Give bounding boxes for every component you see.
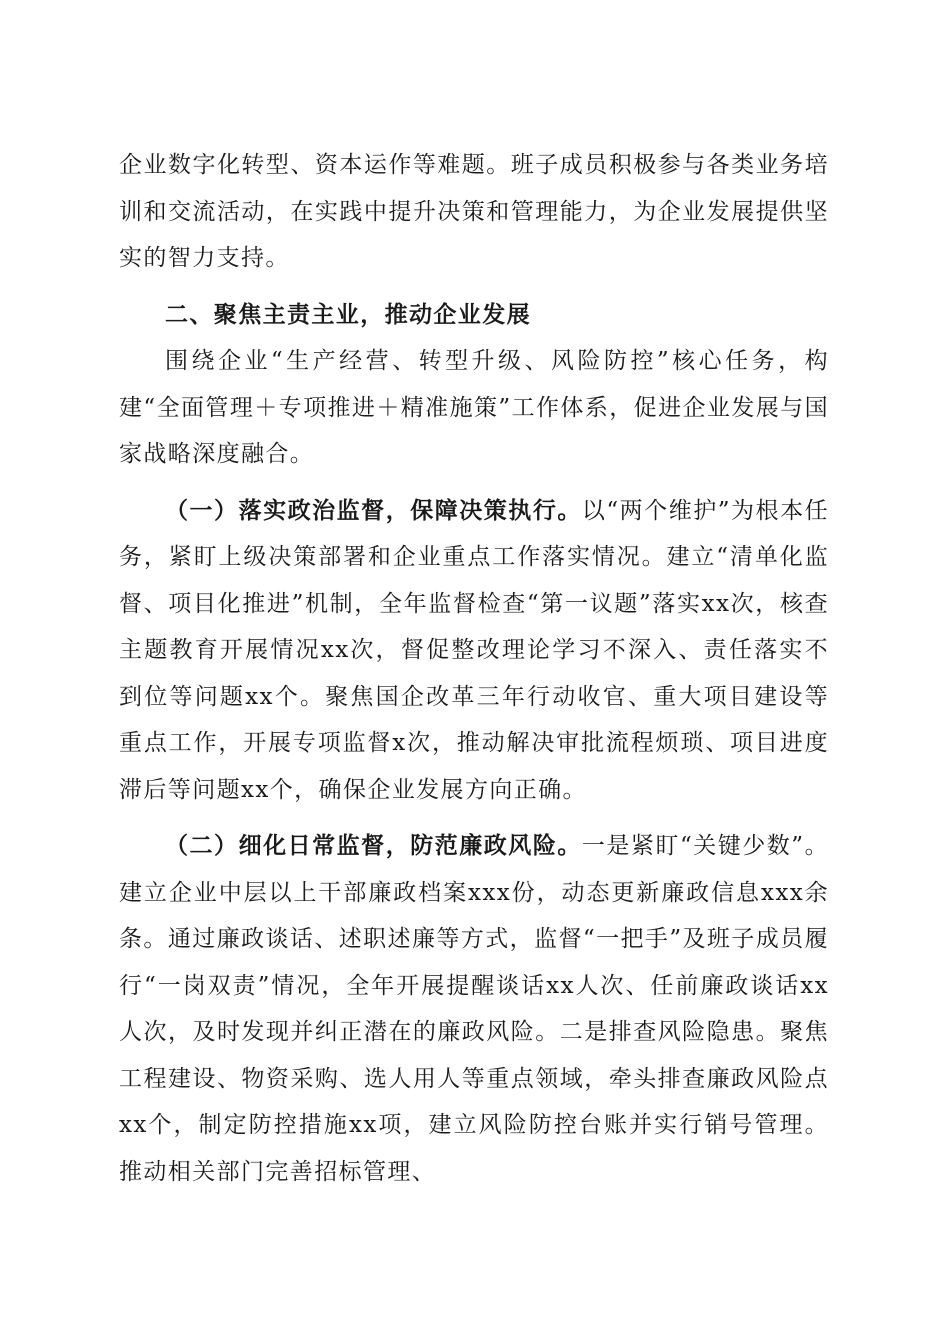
item-one-title: （一）落实政治监督，保障决策执行。 bbox=[165, 496, 582, 524]
item-one-paragraph bbox=[119, 488, 829, 814]
item-one-body: 以“两个维护”为根本任务，紧盯上级决策部署和企业重点工作落实情况。建立“清单化监督、项目化推进”机制，全年监督检查“第一议题”落实xx次，核查主题教育开展情况xx次，督促整改理论学习不深入、责任落实不到位等问题xx个。聚焦国企改革三年行动收官、重大项目建设等重点工作，开展专项监督x次，推动解决审批流程烦琐、项目进度滞后等问题xx个，确保企业发展方向正确。 bbox=[119, 497, 829, 803]
item-two-paragraph bbox=[119, 823, 829, 1195]
document-body bbox=[119, 142, 829, 1195]
section-heading: 二、聚焦主责主业，推动企业发展 bbox=[165, 301, 531, 328]
section-intro-paragraph: 围绕企业“生产经营、转型升级、风险防控”核心任务，构建“全面管理＋专项推进＋精准施策”工作体系，促进企业发展与国家战略深度融合。 bbox=[119, 348, 829, 467]
item-two-body: 一是紧盯“关键少数”。建立企业中层以上干部廉政档案xxx份，动态更新廉政信息xxx余条。通过廉政谈话、述职述廉等方式，监督“一把手”及班子成员履行“一岗双责”情况，全年开展提醒谈话xx人次、任前廉政谈话xx人次，及时发现并纠正潜在的廉政风险。二是排查风险隐患。聚焦工程建设、物资采购、选人用人等重点领域，牵头排查廉政风险点xx个，制定防控措施xx项，建立风险防控台账并实行销号管理。推动相关部门完善招标管理、 bbox=[119, 833, 829, 1185]
item-two-title: （二）细化日常监督，防范廉政风险。 bbox=[165, 832, 582, 859]
continuation-paragraph: 企业数字化转型、资本运作等难题。班子成员积极参与各类业务培训和交流活动，在实践中提升决策和管理能力，为企业发展提供坚实的智力支持。 bbox=[119, 152, 829, 271]
